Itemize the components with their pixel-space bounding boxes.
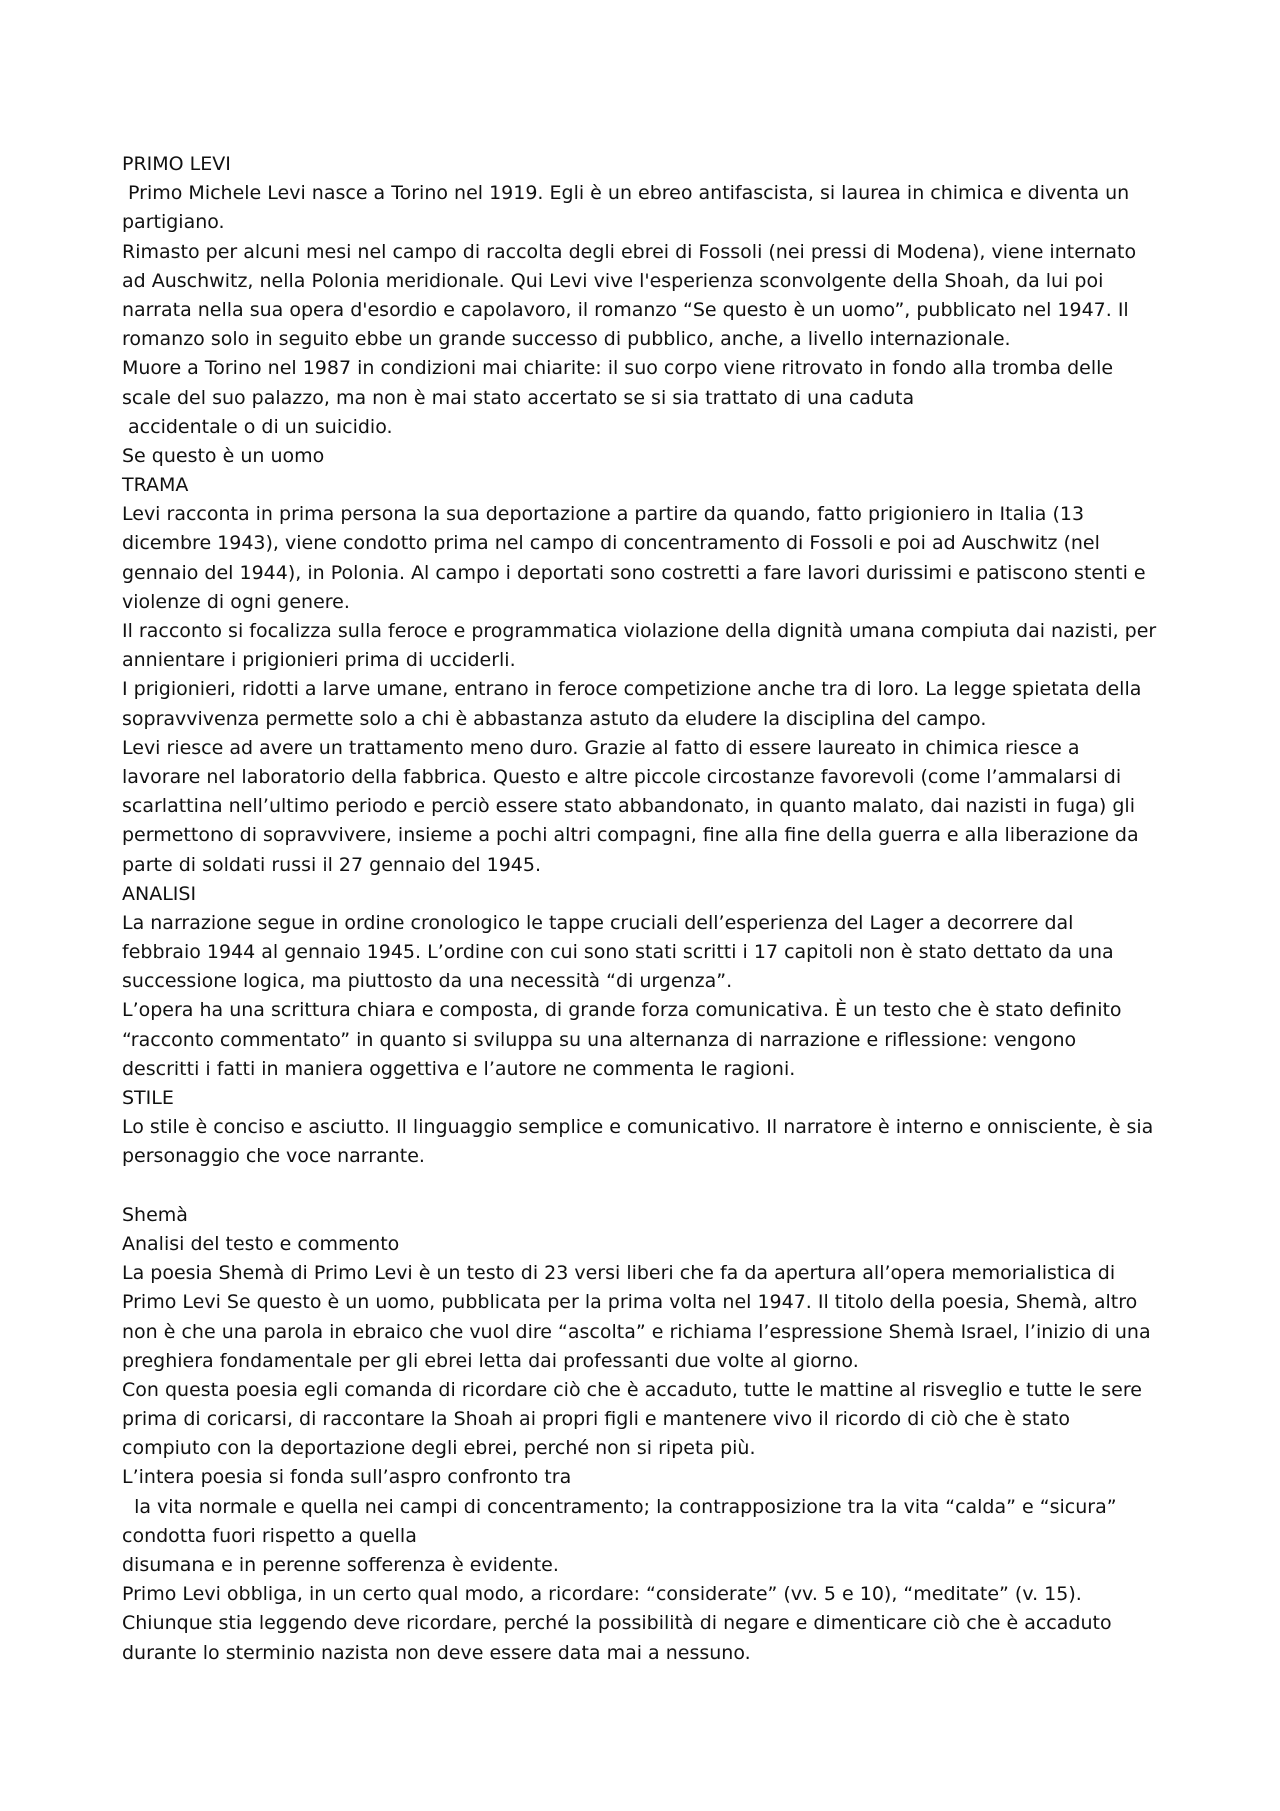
text-line: ANALISI <box>122 882 197 905</box>
blank-line <box>122 1172 1162 1201</box>
text-line: La narrazione segue in ordine cronologico le tappe cruciali dell’esperienza del Lager a decorrere dal <box>122 911 1074 934</box>
text-line: preghiera fondamentale per gli ebrei letta dai professanti due volte al giorno. <box>122 1349 859 1372</box>
text-line: TRAMA <box>122 474 189 497</box>
text-line: scale del suo palazzo, ma non è mai stato accertato se si sia trattato di una caduta <box>122 386 915 409</box>
text-line: Primo Michele Levi nasce a Torino nel 1919. Egli è un ebreo antifascista, si laurea in chimica e diventa un <box>122 182 1130 205</box>
text-line: successione logica, ma piuttosto da una necessità “di urgenza”. <box>122 970 733 993</box>
text-line: durante lo sterminio nazista non deve essere data mai a nessuno. <box>122 1641 751 1664</box>
text-line: Levi racconta in prima persona la sua deportazione a partire da quando, fatto prigioniero in Italia (13 <box>122 503 1085 526</box>
text-line: gennaio del 1944), in Polonia. Al campo i deportati sono costretti a fare lavori durissimi e patiscono stenti e <box>122 561 1146 584</box>
text-line: personaggio che voce narrante. <box>122 1145 425 1168</box>
text-line: lavorare nel laboratorio della fabbrica. Questo e altre piccole circostanze favorevoli (come l’ammalarsi di <box>122 765 1122 788</box>
text-line: Primo Levi obbliga, in un certo qual modo, a ricordare: “considerate” (vv. 5 e 10), “meditate” (v. 15). <box>122 1583 1082 1606</box>
text-line: Analisi del testo e commento <box>122 1232 400 1255</box>
text-line: La poesia Shemà di Primo Levi è un testo di 23 versi liberi che fa da apertura all’opera memorialistica di <box>122 1262 1116 1285</box>
text-line: L’opera ha una scrittura chiara e composta, di grande forza comunicativa. È un testo che è stato definito <box>122 999 1122 1022</box>
text-line: Primo Levi Se questo è un uomo, pubblicata per la prima volta nel 1947. Il titolo della poesia, Shemà, altro <box>122 1291 1138 1314</box>
text-line: disumana e in perenne sofferenza è evidente. <box>122 1554 559 1576</box>
text-line: I prigionieri, ridotti a larve umane, entrano in feroce competizione anche tra di loro. La legge spietata della <box>122 678 1142 701</box>
text-line: dicembre 1943), viene condotto prima nel campo di concentramento di Fossoli e poi ad Auschwitz (nel <box>122 532 1100 555</box>
text-line: ad Auschwitz, nella Polonia meridionale. Qui Levi vive l'esperienza sconvolgente della Shoah, da lui poi <box>122 269 1104 292</box>
text-line: condotta fuori rispetto a quella <box>122 1524 417 1547</box>
text-line: sopravvivenza permette solo a chi è abbastanza astuto da eludere la disciplina del campo. <box>122 707 987 730</box>
text-line: narrata nella sua opera d'esordio e capolavoro, il romanzo “Se questo è un uomo”, pubblicato nel 1947. Il <box>122 298 1129 321</box>
text-line: descritti i fatti in maniera oggettiva e l’autore ne commenta le ragioni. <box>122 1057 796 1080</box>
text-line: STILE <box>122 1087 174 1109</box>
text-line: permettono di sopravvivere, insieme a pochi altri compagni, fine alla fine della guerra e alla liberazione da <box>122 824 1139 847</box>
text-line: partigiano. <box>122 211 225 234</box>
text-line: non è che una parola in ebraico che vuol dire “ascolta” e richiama l’espressione Shemà Israel, l’inizio di una <box>122 1320 1151 1343</box>
text-line: Levi riesce ad avere un trattamento meno duro. Grazie al fatto di essere laureato in chimica riesce a <box>122 736 1080 759</box>
text-line: accidentale o di un suicidio. <box>122 415 393 438</box>
text-line: Il racconto si focalizza sulla feroce e programmatica violazione della dignità umana compiuta dai nazisti, per <box>122 620 1157 642</box>
text-line: L’intera poesia si fonda sull’aspro confronto tra <box>122 1466 572 1489</box>
text-line: febbraio 1944 al gennaio 1945. L’ordine con cui sono stati scritti i 17 capitoli non è stato dettato da una <box>122 941 1114 964</box>
document-page <box>122 150 1162 1668</box>
text-line: scarlattina nell’ultimo periodo e perciò essere stato abbandonato, in quanto malato, dai nazisti in fuga) gli <box>122 795 1135 818</box>
text-line: Rimasto per alcuni mesi nel campo di raccolta degli ebrei di Fossoli (nei pressi di Modena), viene internato <box>122 240 1137 263</box>
text-line: violenze di ogni genere. <box>122 590 350 613</box>
text-line: la vita normale e quella nei campi di concentramento; la contrapposizione tra la vita “calda” e “sicura” <box>122 1495 1117 1518</box>
text-line: “racconto commentato” in quanto si sviluppa su una alternanza di narrazione e riflessione: vengono <box>122 1028 1077 1051</box>
text-line: PRIMO LEVI <box>122 153 231 175</box>
text-line: Shemà <box>122 1203 188 1226</box>
text-line: romanzo solo in seguito ebbe un grande successo di pubblico, anche, a livello internazionale. <box>122 328 1011 351</box>
text-line: Muore a Torino nel 1987 in condizioni mai chiarite: il suo corpo viene ritrovato in fondo alla tromba delle <box>122 357 1114 380</box>
text-line: Con questa poesia egli comanda di ricordare ciò che è accaduto, tutte le mattine al risveglio e tutte le sere <box>122 1378 1142 1401</box>
text-line: parte di soldati russi il 27 gennaio del 1945. <box>122 853 542 876</box>
text-line: Se questo è un uomo <box>122 444 325 467</box>
text-line: annientare i prigionieri prima di ucciderli. <box>122 649 516 672</box>
text-line: compiuto con la deportazione degli ebrei, perché non si ripeta più. <box>122 1437 756 1460</box>
text-line: Lo stile è conciso e asciutto. Il linguaggio semplice e comunicativo. Il narratore è interno e onnisciente, è sia <box>122 1116 1154 1139</box>
text-line: prima di coricarsi, di raccontare la Shoah ai propri figli e mantenere vivo il ricordo di ciò che è stato <box>122 1408 1071 1431</box>
text-line: Chiunque stia leggendo deve ricordare, perché la possibilità di negare e dimenticare ciò che è accaduto <box>122 1612 1112 1635</box>
